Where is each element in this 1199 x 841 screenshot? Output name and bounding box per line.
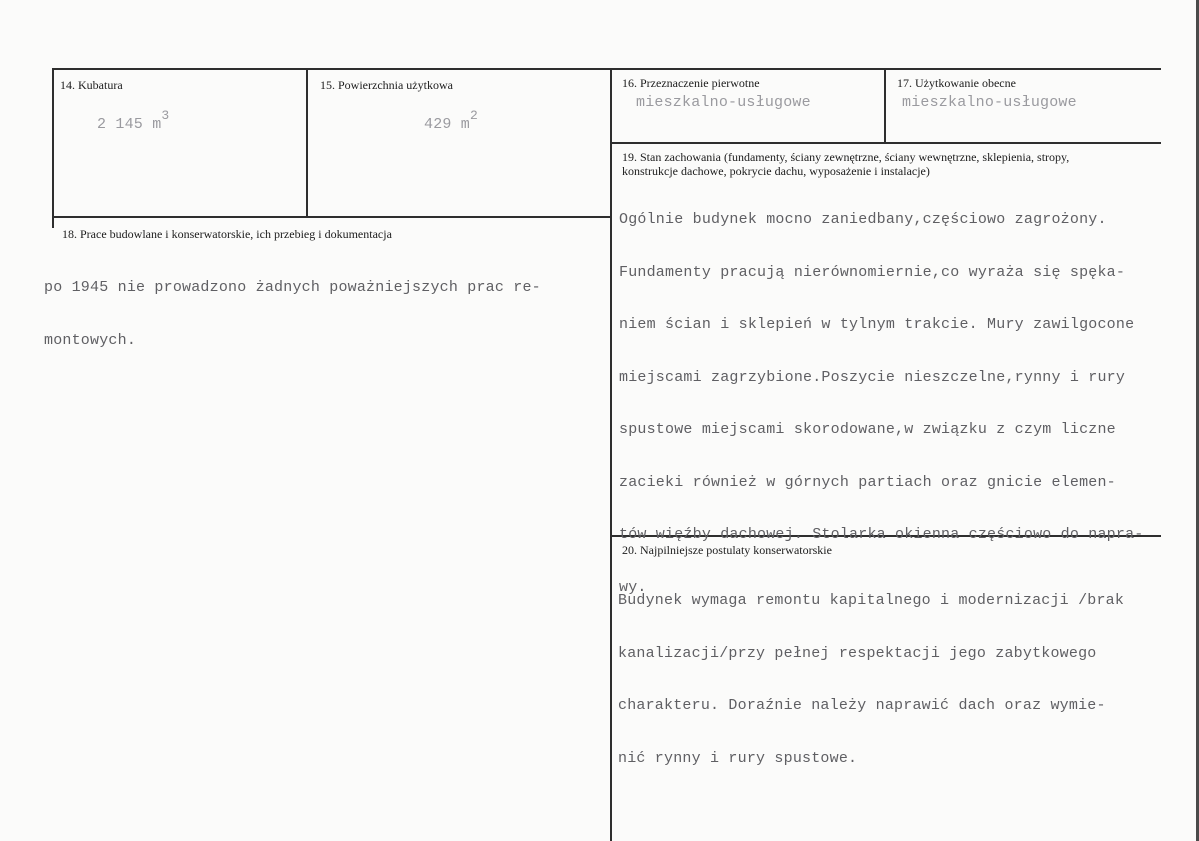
- stan-line: miejscami zagrzybione.Poszycie nieszczelne,rynny i rury: [619, 368, 1126, 386]
- powierzchnia-exponent: 2: [470, 108, 479, 123]
- postulaty-line: nić rynny i rury spustowe.: [618, 749, 858, 767]
- stan-line: zacieki również w górnych partiach oraz gnicie elemen-: [619, 473, 1116, 491]
- powierzchnia-label: 15. Powierzchnia użytkowa: [320, 78, 453, 92]
- postulaty-line: kanalizacji/przy pełnej respektacji jego zabytkowego: [618, 644, 1097, 662]
- prace-line: montowych.: [44, 331, 137, 349]
- uzytkowanie-label: 17. Użytkowanie obecne: [897, 76, 1016, 90]
- left-rule: [52, 68, 54, 228]
- divider-15-16: [610, 68, 612, 841]
- prace-label: 18. Prace budowlane i konserwatorskie, ich przebieg i dokumentacja: [62, 227, 392, 241]
- postulaty-line: Budynek wymaga remontu kapitalnego i modernizacji /brak: [618, 592, 1125, 609]
- stan-line: wy.: [619, 578, 647, 596]
- divider-16-17: [884, 68, 886, 144]
- kubatura-exponent: 3: [161, 108, 170, 123]
- przeznaczenie-label: 16. Przeznaczenie pierwotne: [622, 76, 760, 90]
- postulaty-label: 20. Najpilniejsze postulaty konserwatorskie: [622, 543, 832, 557]
- stan-line: niem ścian i sklepień w tylnym trakcie. Mury zawilgocone: [619, 316, 1135, 333]
- rule-under-16-17: [610, 142, 1161, 144]
- top-rule: [52, 68, 1161, 70]
- prace-line: po 1945 nie prowadzono żadnych poważniejszych prac re-: [44, 279, 541, 296]
- rule-under-14-15: [52, 216, 612, 218]
- prace-text: [44, 244, 541, 367]
- kubatura-value: 2 145 m3: [97, 108, 170, 133]
- stan-line: spustowe miejscami skorodowane,w związku z czym liczne: [619, 421, 1116, 438]
- postulaty-line: charakteru. Doraźnie należy naprawić dach oraz wymie-: [618, 697, 1106, 714]
- postulaty-text: [618, 557, 1124, 785]
- kubatura-label: 14. Kubatura: [60, 78, 123, 92]
- powierzchnia-value: 429 m2: [424, 108, 479, 133]
- uzytkowanie-value: mieszkalno-usługowe: [902, 94, 1077, 111]
- przeznaczenie-value: mieszkalno-usługowe: [636, 94, 811, 111]
- stan-line: Ogólnie budynek mocno zaniedbany,częściowo zagrożony.: [619, 211, 1107, 228]
- stan-label: 19. Stan zachowania (fundamenty, ściany zewnętrzne, ściany wewnętrzne, sklepienia, stropy, konstrukcje dachowe, pokrycie dachu, wyposażenie i instalacje): [622, 150, 1070, 178]
- stan-line: Fundamenty pracują nierównomiernie,co wyraża się spęka-: [619, 263, 1126, 281]
- stan-line: tów więźby dachowej. Stolarka okienna częściowo do napra-: [619, 526, 1144, 543]
- divider-14-15: [306, 68, 308, 218]
